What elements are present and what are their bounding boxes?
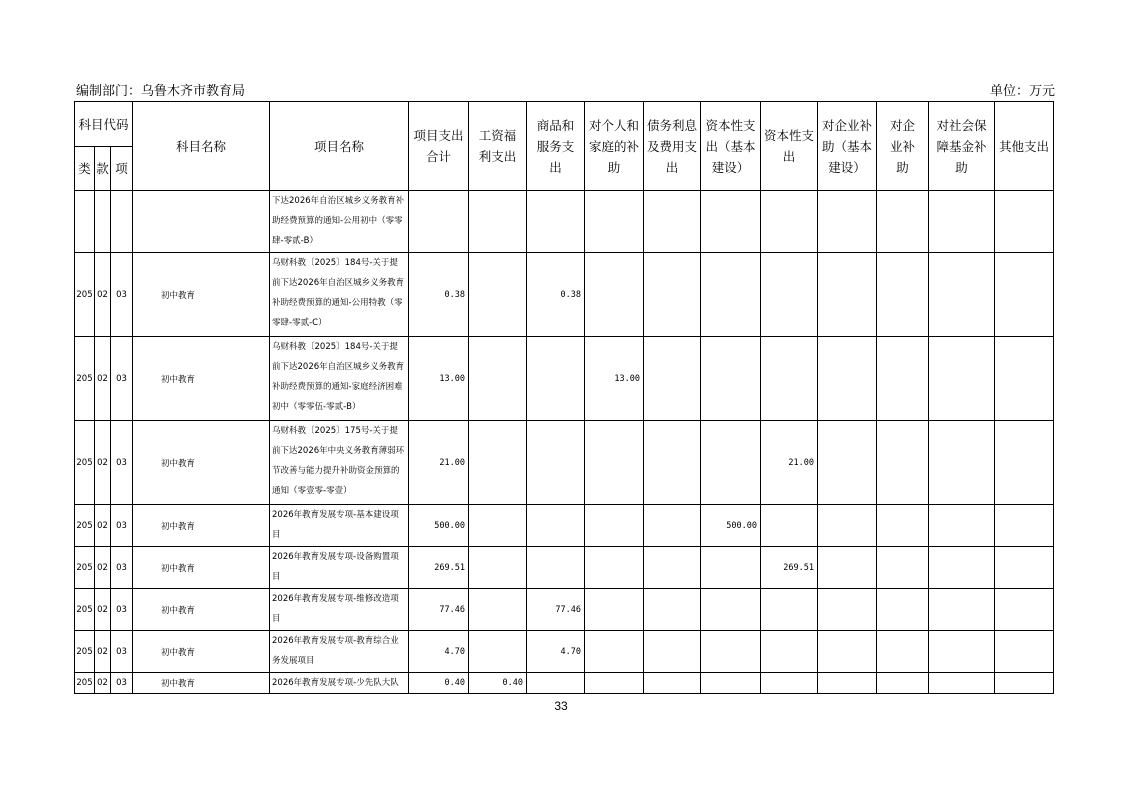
amount-salary	[469, 253, 527, 337]
amount-other	[995, 421, 1054, 505]
amount-salary	[469, 337, 527, 421]
header-subject-name: 科目名称	[133, 102, 270, 191]
code-xiang: 03	[111, 337, 133, 421]
table-row	[75, 547, 1054, 589]
amount-social	[929, 253, 995, 337]
code-xiang: 03	[111, 253, 133, 337]
amount-capital-basic	[701, 191, 761, 253]
amount-social	[929, 547, 995, 589]
header-kuan: 款	[95, 147, 111, 191]
amount-debt	[644, 253, 701, 337]
code-kuan: 02	[95, 253, 111, 337]
amount-social	[929, 505, 995, 547]
amount-capital	[761, 337, 818, 421]
table-row	[75, 337, 1054, 421]
amount-total: 13.00	[409, 337, 469, 421]
header-salary: 工资福利支出	[469, 102, 527, 191]
amount-goods	[527, 337, 585, 421]
amount-enterprise-basic	[818, 337, 877, 421]
amount-enterprise	[877, 253, 929, 337]
code-xiang: 03	[111, 547, 133, 589]
amount-goods	[527, 547, 585, 589]
header-social: 对社会保障基金补助	[929, 102, 995, 191]
amount-enterprise-basic	[818, 589, 877, 631]
page-number: 33	[554, 699, 568, 713]
code-kuan: 02	[95, 337, 111, 421]
amount-other	[995, 631, 1054, 673]
amount-other	[995, 253, 1054, 337]
amount-total: 0.38	[409, 253, 469, 337]
table-row	[75, 253, 1054, 337]
table-row	[75, 631, 1054, 673]
subject-name: 初中教育	[133, 337, 270, 421]
amount-capital-basic	[701, 421, 761, 505]
amount-salary: 0.40	[469, 673, 527, 694]
code-xiang	[111, 191, 133, 253]
department-label: 编制部门：乌鲁木齐市教育局	[76, 84, 246, 99]
amount-social	[929, 421, 995, 505]
amount-social	[929, 673, 995, 694]
amount-total	[409, 191, 469, 253]
project-name: 乌财科教〔2025〕184号-关于提前下达2026年自治区城乡义务教育补助经费预算的通知-家庭经济困难初中（零零伍-零贰-B）	[270, 337, 409, 421]
amount-debt	[644, 505, 701, 547]
amount-capital-basic	[701, 589, 761, 631]
amount-household	[585, 191, 644, 253]
amount-debt	[644, 673, 701, 694]
subject-name: 初中教育	[133, 421, 270, 505]
amount-household: 13.00	[585, 337, 644, 421]
code-kuan: 02	[95, 631, 111, 673]
amount-capital-basic	[701, 673, 761, 694]
amount-enterprise-basic	[818, 631, 877, 673]
code-xiang: 03	[111, 589, 133, 631]
subject-name: 初中教育	[133, 505, 270, 547]
amount-household	[585, 589, 644, 631]
amount-social	[929, 589, 995, 631]
code-lei	[75, 191, 95, 253]
amount-enterprise	[877, 589, 929, 631]
amount-enterprise-basic	[818, 191, 877, 253]
amount-capital: 21.00	[761, 421, 818, 505]
code-lei: 205	[75, 505, 95, 547]
amount-capital	[761, 673, 818, 694]
amount-debt	[644, 589, 701, 631]
code-kuan: 02	[95, 421, 111, 505]
amount-capital-basic	[701, 631, 761, 673]
subject-name: 初中教育	[133, 253, 270, 337]
header-total: 项目支出合计	[409, 102, 469, 191]
amount-other	[995, 337, 1054, 421]
amount-household	[585, 673, 644, 694]
amount-goods	[527, 191, 585, 253]
amount-enterprise	[877, 421, 929, 505]
subject-name: 初中教育	[133, 673, 270, 694]
table-body	[75, 191, 1054, 694]
amount-other	[995, 505, 1054, 547]
amount-goods	[527, 421, 585, 505]
header-other: 其他支出	[995, 102, 1054, 191]
header-goods: 商品和服务支出	[527, 102, 585, 191]
amount-total: 21.00	[409, 421, 469, 505]
amount-enterprise-basic	[818, 421, 877, 505]
table-row	[75, 421, 1054, 505]
subject-name: 初中教育	[133, 589, 270, 631]
amount-debt	[644, 421, 701, 505]
table-row	[75, 191, 1054, 253]
code-lei: 205	[75, 253, 95, 337]
code-lei: 205	[75, 337, 95, 421]
project-name: 2026年教育发展专项-维修改造项目	[270, 589, 409, 631]
amount-enterprise	[877, 505, 929, 547]
amount-debt	[644, 547, 701, 589]
table-row	[75, 505, 1054, 547]
project-name: 2026年教育发展专项-少先队大队	[270, 673, 409, 694]
code-lei: 205	[75, 673, 95, 694]
header-enterprise: 对企业补助	[877, 102, 929, 191]
amount-capital-basic	[701, 253, 761, 337]
amount-total: 4.70	[409, 631, 469, 673]
budget-table	[74, 101, 1054, 694]
amount-salary	[469, 589, 527, 631]
amount-enterprise	[877, 631, 929, 673]
amount-salary	[469, 421, 527, 505]
amount-household	[585, 631, 644, 673]
header-capital: 资本性支出	[761, 102, 818, 191]
code-kuan	[95, 191, 111, 253]
code-xiang: 03	[111, 505, 133, 547]
amount-enterprise	[877, 191, 929, 253]
amount-total: 269.51	[409, 547, 469, 589]
amount-capital	[761, 631, 818, 673]
amount-total: 500.00	[409, 505, 469, 547]
header-capital-basic: 资本性支出（基本建设）	[701, 102, 761, 191]
header-household: 对个人和家庭的补助	[585, 102, 644, 191]
amount-debt	[644, 337, 701, 421]
amount-goods	[527, 505, 585, 547]
header-xiang: 项	[111, 147, 133, 191]
project-name: 2026年教育发展专项-设备购置项目	[270, 547, 409, 589]
amount-capital-basic: 500.00	[701, 505, 761, 547]
amount-enterprise	[877, 337, 929, 421]
amount-enterprise	[877, 673, 929, 694]
amount-capital	[761, 191, 818, 253]
project-name: 2026年教育发展专项-基本建设项目	[270, 505, 409, 547]
code-xiang: 03	[111, 673, 133, 694]
header-lei: 类	[75, 147, 95, 191]
project-name: 下达2026年自治区城乡义务教育补助经费预算的通知-公用初中（零零肆-零贰-B）	[270, 191, 409, 253]
amount-other	[995, 673, 1054, 694]
header-project-name: 项目名称	[270, 102, 409, 191]
code-lei: 205	[75, 421, 95, 505]
amount-capital-basic	[701, 547, 761, 589]
amount-salary	[469, 191, 527, 253]
amount-goods: 0.38	[527, 253, 585, 337]
amount-social	[929, 191, 995, 253]
code-lei: 205	[75, 589, 95, 631]
amount-capital-basic	[701, 337, 761, 421]
subject-name: 初中教育	[133, 547, 270, 589]
amount-goods: 77.46	[527, 589, 585, 631]
amount-salary	[469, 631, 527, 673]
amount-other	[995, 589, 1054, 631]
amount-social	[929, 337, 995, 421]
project-name: 乌财科教〔2025〕175号-关于提前下达2026年中央义务教育薄弱环节改善与能力提升补助资金预算的通知（零壹零-零壹）	[270, 421, 409, 505]
amount-household	[585, 421, 644, 505]
amount-household	[585, 547, 644, 589]
amount-capital	[761, 589, 818, 631]
amount-enterprise-basic	[818, 673, 877, 694]
subject-name	[133, 191, 270, 253]
code-kuan: 02	[95, 547, 111, 589]
amount-debt	[644, 191, 701, 253]
code-kuan: 02	[95, 505, 111, 547]
amount-household	[585, 505, 644, 547]
code-kuan: 02	[95, 589, 111, 631]
amount-enterprise	[877, 547, 929, 589]
subject-name: 初中教育	[133, 631, 270, 673]
amount-goods: 4.70	[527, 631, 585, 673]
header-enterprise-basic: 对企业补助（基本建设）	[818, 102, 877, 191]
amount-capital	[761, 505, 818, 547]
header-debt: 债务利息及费用支出	[644, 102, 701, 191]
amount-social	[929, 631, 995, 673]
amount-enterprise-basic	[818, 253, 877, 337]
amount-capital	[761, 253, 818, 337]
amount-total: 77.46	[409, 589, 469, 631]
table-row	[75, 673, 1054, 694]
code-xiang: 03	[111, 421, 133, 505]
amount-other	[995, 547, 1054, 589]
amount-capital: 269.51	[761, 547, 818, 589]
amount-debt	[644, 631, 701, 673]
project-name: 2026年教育发展专项-教育综合业务发展项目	[270, 631, 409, 673]
amount-total: 0.40	[409, 673, 469, 694]
table-row	[75, 589, 1054, 631]
project-name: 乌财科教〔2025〕184号-关于提前下达2026年自治区城乡义务教育补助经费预算的通知-公用特教（零零肆-零贰-C）	[270, 253, 409, 337]
amount-enterprise-basic	[818, 547, 877, 589]
code-lei: 205	[75, 547, 95, 589]
code-lei: 205	[75, 631, 95, 673]
code-xiang: 03	[111, 631, 133, 673]
header-code-group: 科目代码	[75, 102, 133, 147]
amount-salary	[469, 547, 527, 589]
amount-salary	[469, 505, 527, 547]
amount-goods	[527, 673, 585, 694]
amount-household	[585, 253, 644, 337]
code-kuan: 02	[95, 673, 111, 694]
amount-other	[995, 191, 1054, 253]
amount-enterprise-basic	[818, 505, 877, 547]
unit-label: 单位：万元	[990, 84, 1056, 99]
